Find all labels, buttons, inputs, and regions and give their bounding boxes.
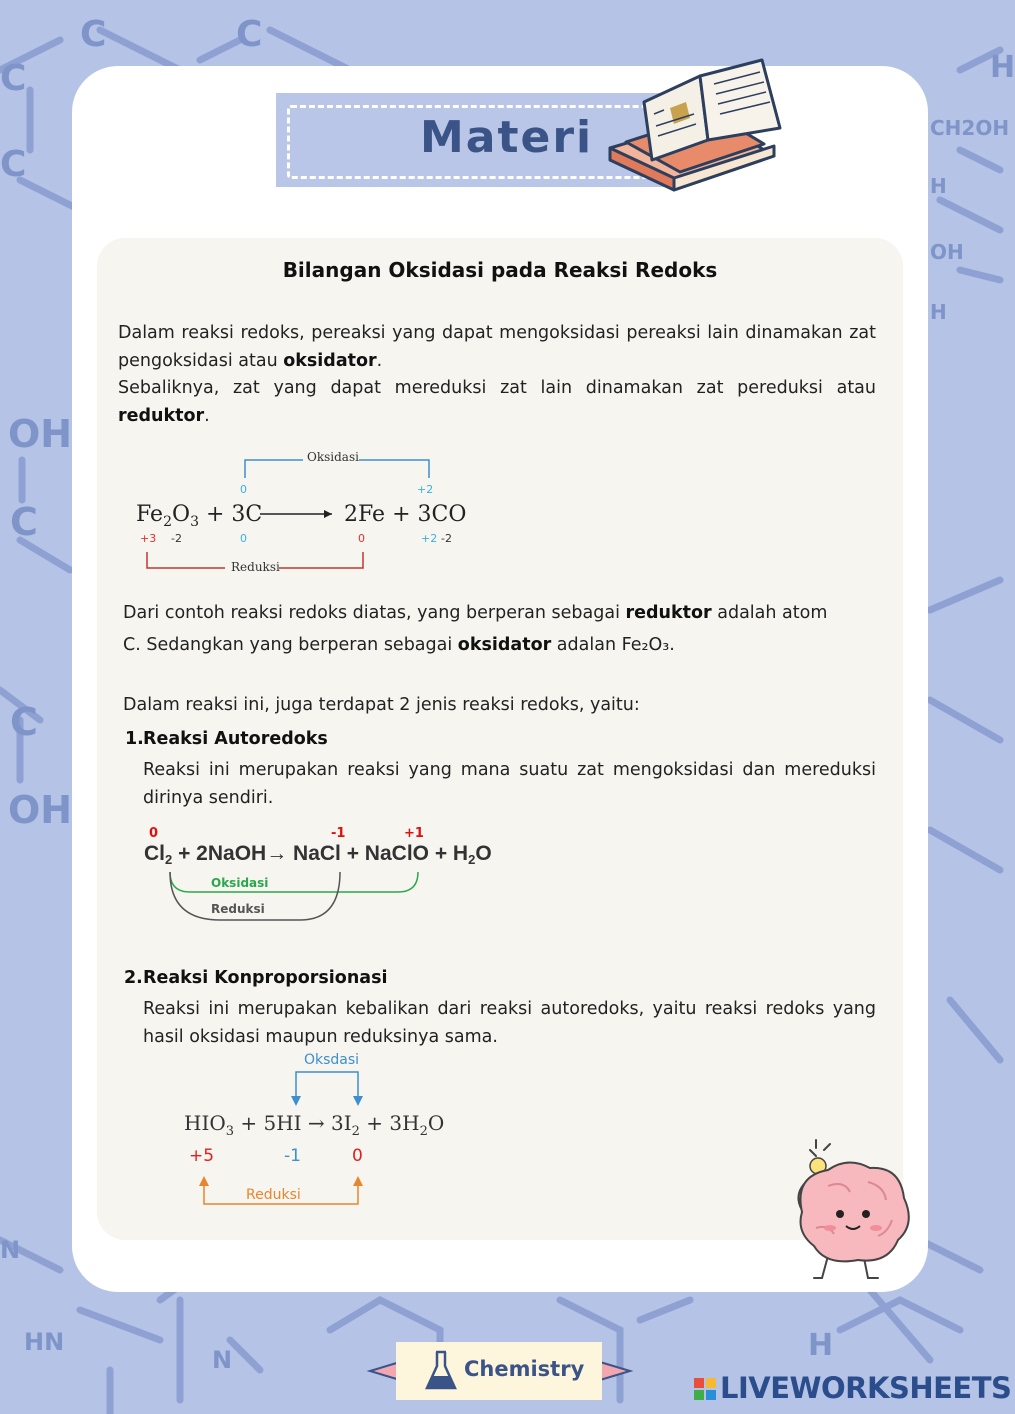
chemistry-badge-label: Chemistry (464, 1357, 585, 1381)
intro-1-end: . (376, 350, 383, 371)
eq1-bottom-ox-co-c: +2 (421, 532, 438, 545)
bg-label-h4: H (990, 50, 1015, 85)
intro-1-text: Dalam reaksi redoks, pereaksi yang dapat mengoksidasi pereaksi lain dinamakan zat pengoksidasi atau (118, 323, 876, 371)
eq1-top-ox-c: 0 (240, 483, 247, 496)
type-1-description: Reaksi ini merupakan reaksi yang mana suatu zat mengoksidasi dan mereduksi dirinya sendiri. (143, 760, 876, 808)
explanation-line-2 (123, 630, 883, 660)
eq1-products: 2Fe + 3CO (344, 502, 467, 527)
eq3-ox-hi: -1 (284, 1146, 301, 1166)
section-heading: Bilangan Oksidasi pada Reaksi Redoks (282, 258, 718, 282)
eq1-bottom-ox-fe-product: 0 (358, 532, 365, 545)
type-2-number: 2. (124, 968, 143, 988)
page-title: Materi (420, 112, 594, 163)
eq2-ox-cl2: 0 (149, 826, 159, 841)
eq1-top-ox-co: +2 (417, 483, 434, 496)
bg-label-oh3: OH (8, 788, 73, 832)
explanation-1-bold: reduktor (625, 603, 712, 623)
book-icon (604, 56, 786, 192)
eq3-ox-iodate: +5 (189, 1146, 215, 1166)
intro-paragraph-2 (118, 375, 876, 430)
bg-label-c3: C (0, 58, 27, 99)
eq3-oxidation-label: Oksdasi (304, 1052, 360, 1068)
explanation-2-bold: oksidator (457, 635, 552, 655)
bg-label-n1: N (0, 1236, 21, 1264)
eq1-reactants: $Fe_2O_3 + 3C$ (136, 502, 263, 530)
bg-label-ch2oh: CH2OH (930, 116, 1010, 140)
explanation-2-text: C. Sedangkan yang berperan sebagai (123, 635, 458, 655)
liveworksheets-logo-icon (694, 1378, 716, 1400)
eq1-bottom-ox-co-o: -2 (441, 532, 452, 545)
type-2-title: Reaksi Konproporsionasi (143, 968, 388, 988)
bg-label-c5: C (10, 500, 38, 544)
explanation-1-end: adalah atom (711, 603, 828, 623)
intro-2-bold: reduktor (118, 405, 205, 426)
eq1-oxidation-label: Oksidasi (307, 450, 359, 464)
eq2-ox-naclo: +1 (404, 826, 424, 841)
eq2-oxidation-label: Oksidasi (211, 876, 269, 890)
explanation-line-1 (123, 598, 883, 628)
liveworksheets-brand[interactable]: LIVEWORKSHEETS (720, 1371, 1012, 1405)
eq3-ox-i2: 0 (352, 1146, 363, 1166)
flask-icon (424, 1350, 458, 1392)
bg-label-c6: C (10, 700, 38, 744)
equation-3-diagram (180, 1048, 470, 1210)
eq3-equation: $HIO_3 + 5HI \to 3I_2 + 3H_2O$ (184, 1111, 445, 1139)
brain-mascot-icon (788, 1136, 920, 1282)
equation-2-diagram (140, 820, 530, 924)
bg-label-c1: C (80, 14, 107, 55)
types-intro: Dalam reaksi ini, juga terdapat 2 jenis reaksi redoks, yaitu: (123, 695, 640, 715)
intro-paragraph-1 (118, 320, 876, 375)
type-2-description: Reaksi ini merupakan kebalikan dari reaksi autoredoks, yaitu reaksi redoks yang hasil oksidasi maupun reduksinya sama. (143, 999, 876, 1047)
eq2-equation: Cl2 + 2NaOH→ NaCl + NaClO + H2O (144, 842, 492, 867)
eq1-reduction-label: Reduksi (231, 560, 280, 574)
eq2-reduction-label: Reduksi (211, 902, 265, 916)
eq1-bottom-ox-o: -2 (171, 532, 182, 545)
bg-label-hn: HN (24, 1328, 65, 1356)
bg-label-c4: C (0, 144, 27, 185)
intro-1-bold: oksidator (283, 350, 377, 371)
eq1-bottom-ox-fe: +3 (140, 532, 157, 545)
bg-label-oh1: OH (930, 240, 964, 264)
bg-label-h1: H (930, 174, 947, 198)
eq3-reduction-label: Reduksi (246, 1187, 301, 1203)
bg-label-h3: H (808, 1328, 834, 1363)
eq1-bottom-ox-c: 0 (240, 532, 247, 545)
explanation-2-end: adalan Fe₂O₃. (551, 635, 675, 655)
eq2-ox-nacl: -1 (331, 826, 346, 841)
intro-2-end: . (204, 405, 210, 426)
bg-label-oh2: OH (8, 412, 73, 456)
bg-label-c2: C (236, 14, 263, 55)
equation-1-diagram (128, 444, 468, 580)
explanation-1-text: Dari contoh reaksi redoks diatas, yang berperan sebagai (123, 603, 626, 623)
intro-2-text: Sebaliknya, zat yang dapat mereduksi zat lain dinamakan zat pereduksi atau (118, 378, 876, 398)
type-1-number: 1. (125, 729, 144, 749)
bg-label-h2: H (930, 300, 947, 324)
type-1-title: Reaksi Autoredoks (143, 729, 328, 749)
bg-label-n2: N (212, 1346, 233, 1374)
